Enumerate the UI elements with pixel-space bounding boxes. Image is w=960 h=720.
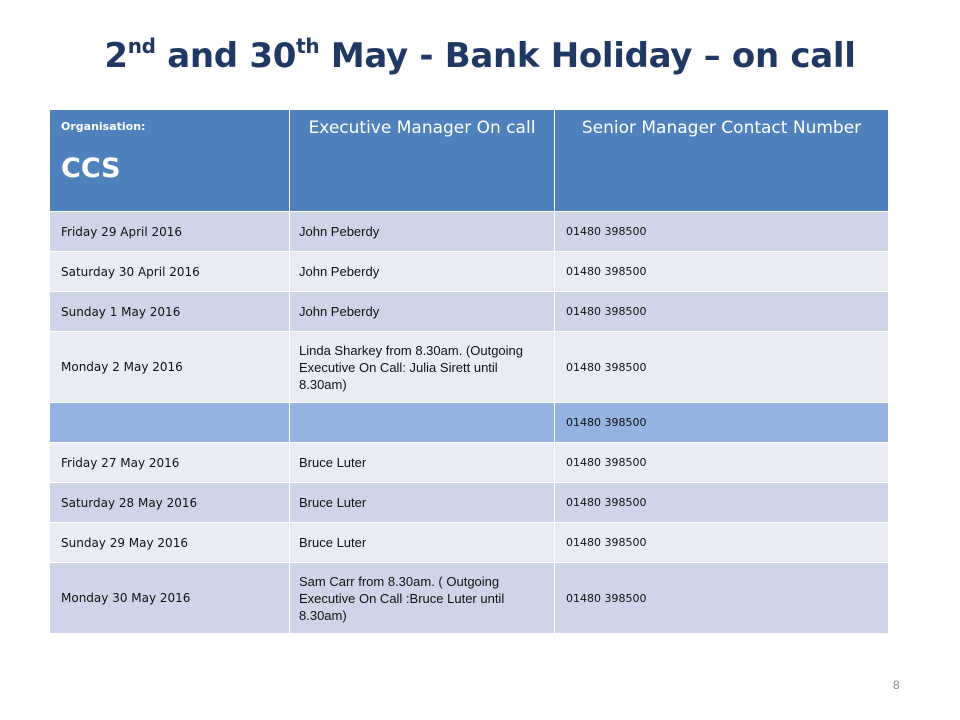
phone-text: 01480 398500 xyxy=(566,225,647,238)
manager-cell xyxy=(290,212,555,252)
date-cell xyxy=(50,563,290,634)
date-text: Monday 30 May 2016 xyxy=(61,591,191,605)
header-contact-number xyxy=(555,110,889,212)
title-sup-2: th xyxy=(296,34,320,58)
date-cell xyxy=(50,483,290,523)
table-row xyxy=(50,332,889,403)
table-row xyxy=(50,483,889,523)
phone-text: 01480 398500 xyxy=(566,456,647,469)
manager-text: John Peberdy xyxy=(299,264,380,279)
table-row xyxy=(50,523,889,563)
title-part-2: and 30 xyxy=(155,36,297,76)
phone-text: 01480 398500 xyxy=(566,305,647,318)
manager-cell xyxy=(290,403,555,443)
header-executive-manager-label: Executive Manager On call xyxy=(308,118,536,138)
manager-cell xyxy=(290,443,555,483)
date-text: Friday 29 April 2016 xyxy=(61,224,183,239)
organisation-name: CCS xyxy=(61,153,121,184)
manager-text: Sam Carr from 8.30am. ( Outgoing Executive On Call :Bruce Luter until 8.30am) xyxy=(299,573,505,623)
table-row xyxy=(50,212,889,252)
title-part-1: 2 xyxy=(104,36,128,76)
date-text: Saturday 30 April 2016 xyxy=(61,264,200,279)
date-cell xyxy=(50,332,290,403)
manager-text: John Peberdy xyxy=(299,224,380,239)
phone-text: 01480 398500 xyxy=(566,536,647,549)
phone-text: 01480 398500 xyxy=(566,416,647,429)
table-header xyxy=(50,110,889,212)
table-row xyxy=(50,443,889,483)
header-contact-number-label: Senior Manager Contact Number xyxy=(581,118,862,138)
organisation-label: Organisation: xyxy=(61,120,146,133)
phone-text: 01480 398500 xyxy=(566,265,647,278)
table-row xyxy=(50,563,889,634)
date-cell xyxy=(50,292,290,332)
title-part-3: May - Bank Holiday – on call xyxy=(319,36,856,76)
date-text: Sunday 29 May 2016 xyxy=(61,535,188,550)
phone-text: 01480 398500 xyxy=(566,360,647,374)
phone-cell xyxy=(555,212,889,252)
phone-cell xyxy=(555,443,889,483)
manager-text: Bruce Luter xyxy=(299,495,367,510)
header-organisation-cell xyxy=(50,110,290,212)
manager-cell xyxy=(290,252,555,292)
date-cell xyxy=(50,443,290,483)
phone-cell xyxy=(555,523,889,563)
phone-cell xyxy=(555,483,889,523)
page-number: 8 xyxy=(893,678,900,692)
date-text: Monday 2 May 2016 xyxy=(61,360,183,374)
date-cell xyxy=(50,252,290,292)
phone-text: 01480 398500 xyxy=(566,496,647,509)
date-cell xyxy=(50,403,290,443)
manager-text: Bruce Luter xyxy=(299,535,367,550)
phone-cell xyxy=(555,252,889,292)
date-text: Sunday 1 May 2016 xyxy=(61,304,181,319)
table-row xyxy=(50,292,889,332)
phone-cell xyxy=(555,292,889,332)
phone-cell xyxy=(555,563,889,634)
manager-cell xyxy=(290,292,555,332)
header-executive-manager xyxy=(290,110,555,212)
on-call-table xyxy=(49,109,889,634)
title-sup-1: nd xyxy=(127,34,156,58)
manager-text: Linda Sharkey from 8.30am. (Outgoing Executive On Call: Julia Sirett until 8.30am) xyxy=(299,342,524,392)
manager-cell xyxy=(290,563,555,634)
phone-text: 01480 398500 xyxy=(566,591,647,605)
manager-cell xyxy=(290,523,555,563)
manager-cell xyxy=(290,483,555,523)
date-text: Saturday 28 May 2016 xyxy=(61,495,198,510)
manager-text: John Peberdy xyxy=(299,304,380,319)
table-row xyxy=(50,403,889,443)
manager-cell xyxy=(290,332,555,403)
phone-cell xyxy=(555,332,889,403)
table-row xyxy=(50,252,889,292)
manager-text: Bruce Luter xyxy=(299,455,367,470)
date-cell xyxy=(50,523,290,563)
date-text: Friday 27 May 2016 xyxy=(61,455,180,470)
date-cell xyxy=(50,212,290,252)
slide-title xyxy=(0,36,960,76)
phone-cell xyxy=(555,403,889,443)
